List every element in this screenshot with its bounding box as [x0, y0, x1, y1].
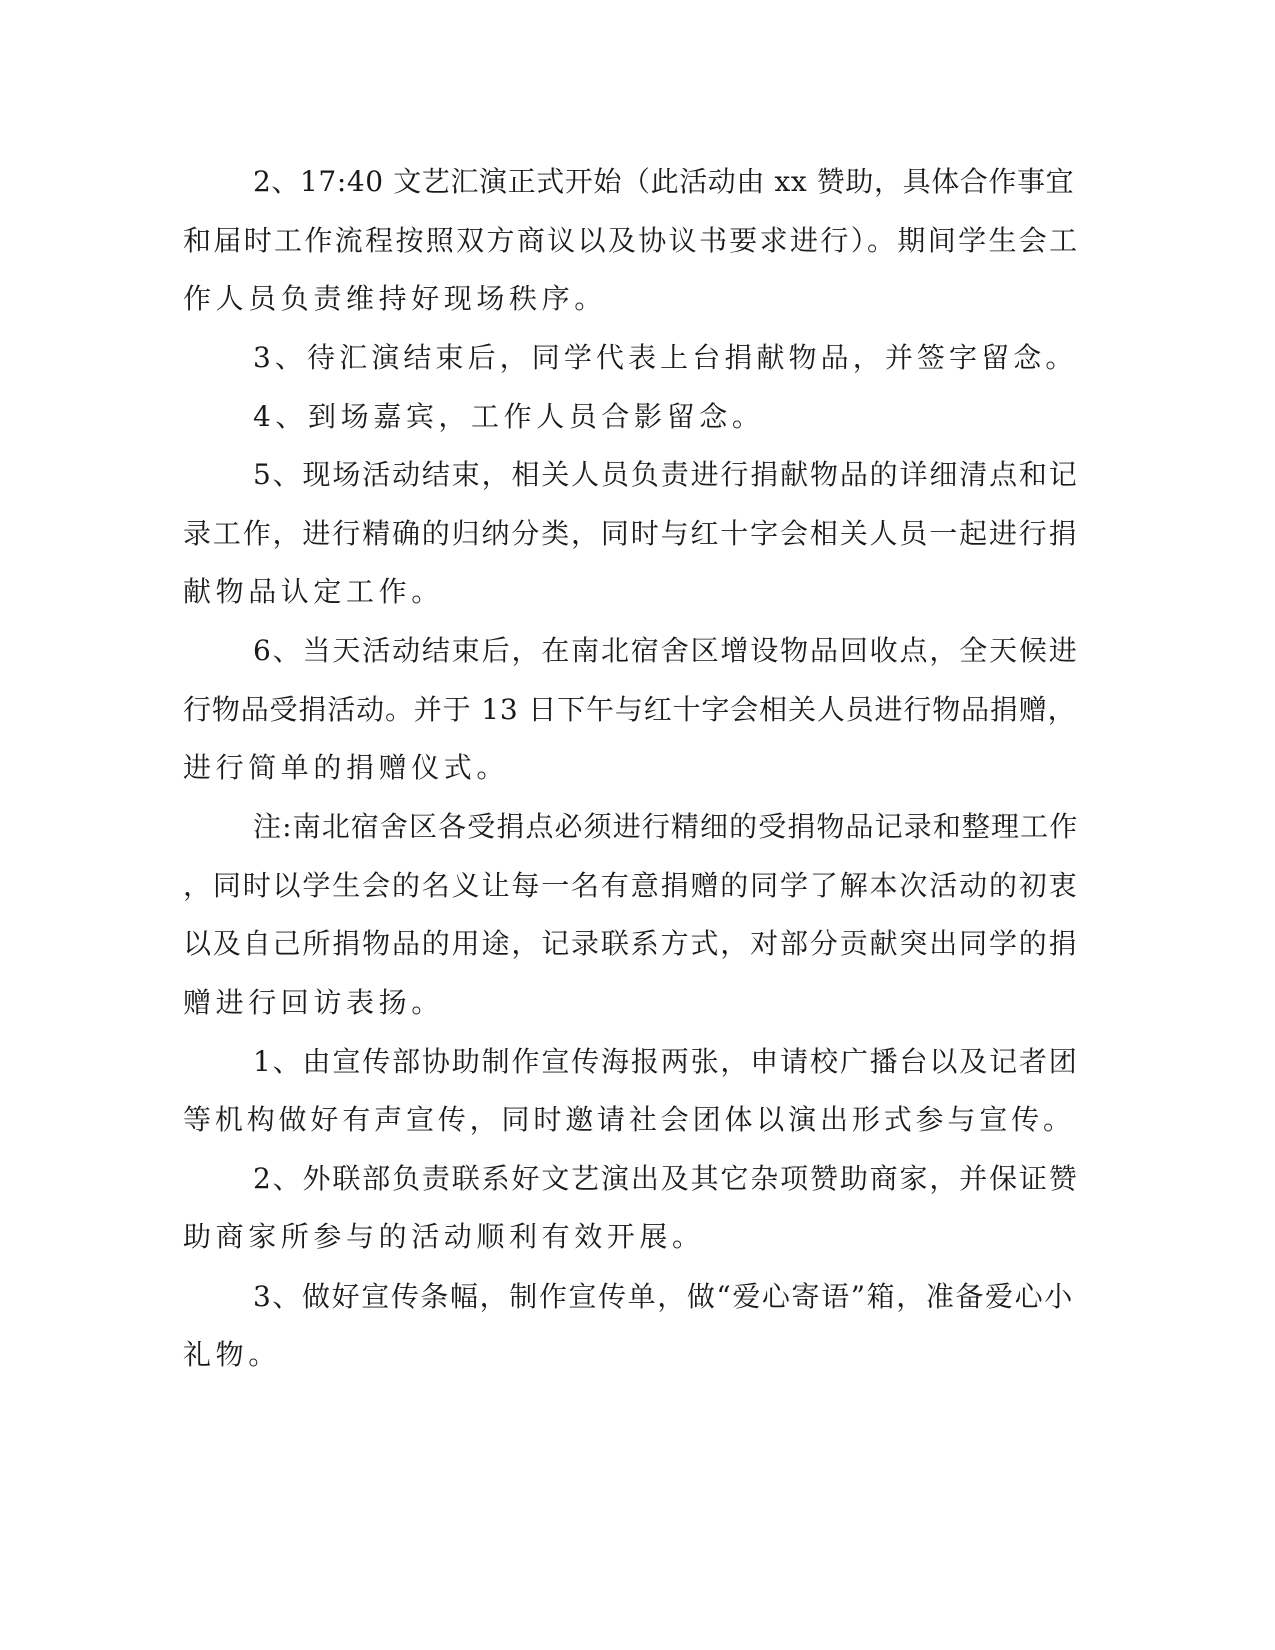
text-line: 进行简单的捐赠仪式。 — [183, 751, 510, 784]
text-line: 礼物。 — [183, 1338, 281, 1371]
text-line: ，同时以学生会的名义让每一名有意捐赠的同学了解本次活动的初衷 — [183, 869, 1079, 902]
text-line: 以及自己所捐物品的用途，记录联系方式，对部分贡献突出同学的捐 — [183, 927, 1079, 960]
text-line: 1、由宣传部协助制作宣传海报两张，申请校广播台以及记者团 — [253, 1045, 1079, 1078]
text-line: 作人员负责维持好现场秩序。 — [183, 282, 607, 315]
text-line: 2、17:40 文艺汇演正式开始（此活动由 xx 赞助，具体合作事宜 — [253, 165, 1075, 198]
text-line: 录工作，进行精确的归纳分类，同时与红十字会相关人员一起进行捐 — [183, 517, 1079, 550]
text-line: 2、外联部负责联系好文艺演出及其它杂项赞助商家，并保证赞 — [253, 1162, 1079, 1195]
text-line: 4、到场嘉宾，工作人员合影留念。 — [253, 400, 765, 433]
text-line: 注:南北宿舍区各受捐点必须进行精细的受捐物品记录和整理工作 — [253, 810, 1079, 843]
text-line: 赠进行回访表扬。 — [183, 986, 444, 1019]
text-line: 行物品受捐活动。并于 13 日下午与红十字会相关人员进行物品捐赠， — [183, 693, 1077, 726]
text-line: 和届时工作流程按照双方商议以及协议书要求进行）。期间学生会工 — [183, 224, 1080, 257]
text-line: 6、当天活动结束后，在南北宿舍区增设物品回收点，全天候进 — [253, 634, 1079, 667]
text-line: 3、待汇演结束后，同学代表上台捐献物品，并签字留念。 — [253, 341, 1078, 374]
text-line: 3、做好宣传条幅，制作宣传单，做“爱心寄语”箱，准备爱心小 — [253, 1280, 1074, 1313]
text-line: 献物品认定工作。 — [183, 575, 444, 608]
text-line: 助商家所参与的活动顺利有效开展。 — [183, 1220, 705, 1253]
text-line: 等机构做好有声宣传，同时邀请社会团体以演出形式参与宣传。 — [183, 1103, 1075, 1136]
text-line: 5、现场活动结束，相关人员负责进行捐献物品的详细清点和记 — [253, 458, 1079, 491]
